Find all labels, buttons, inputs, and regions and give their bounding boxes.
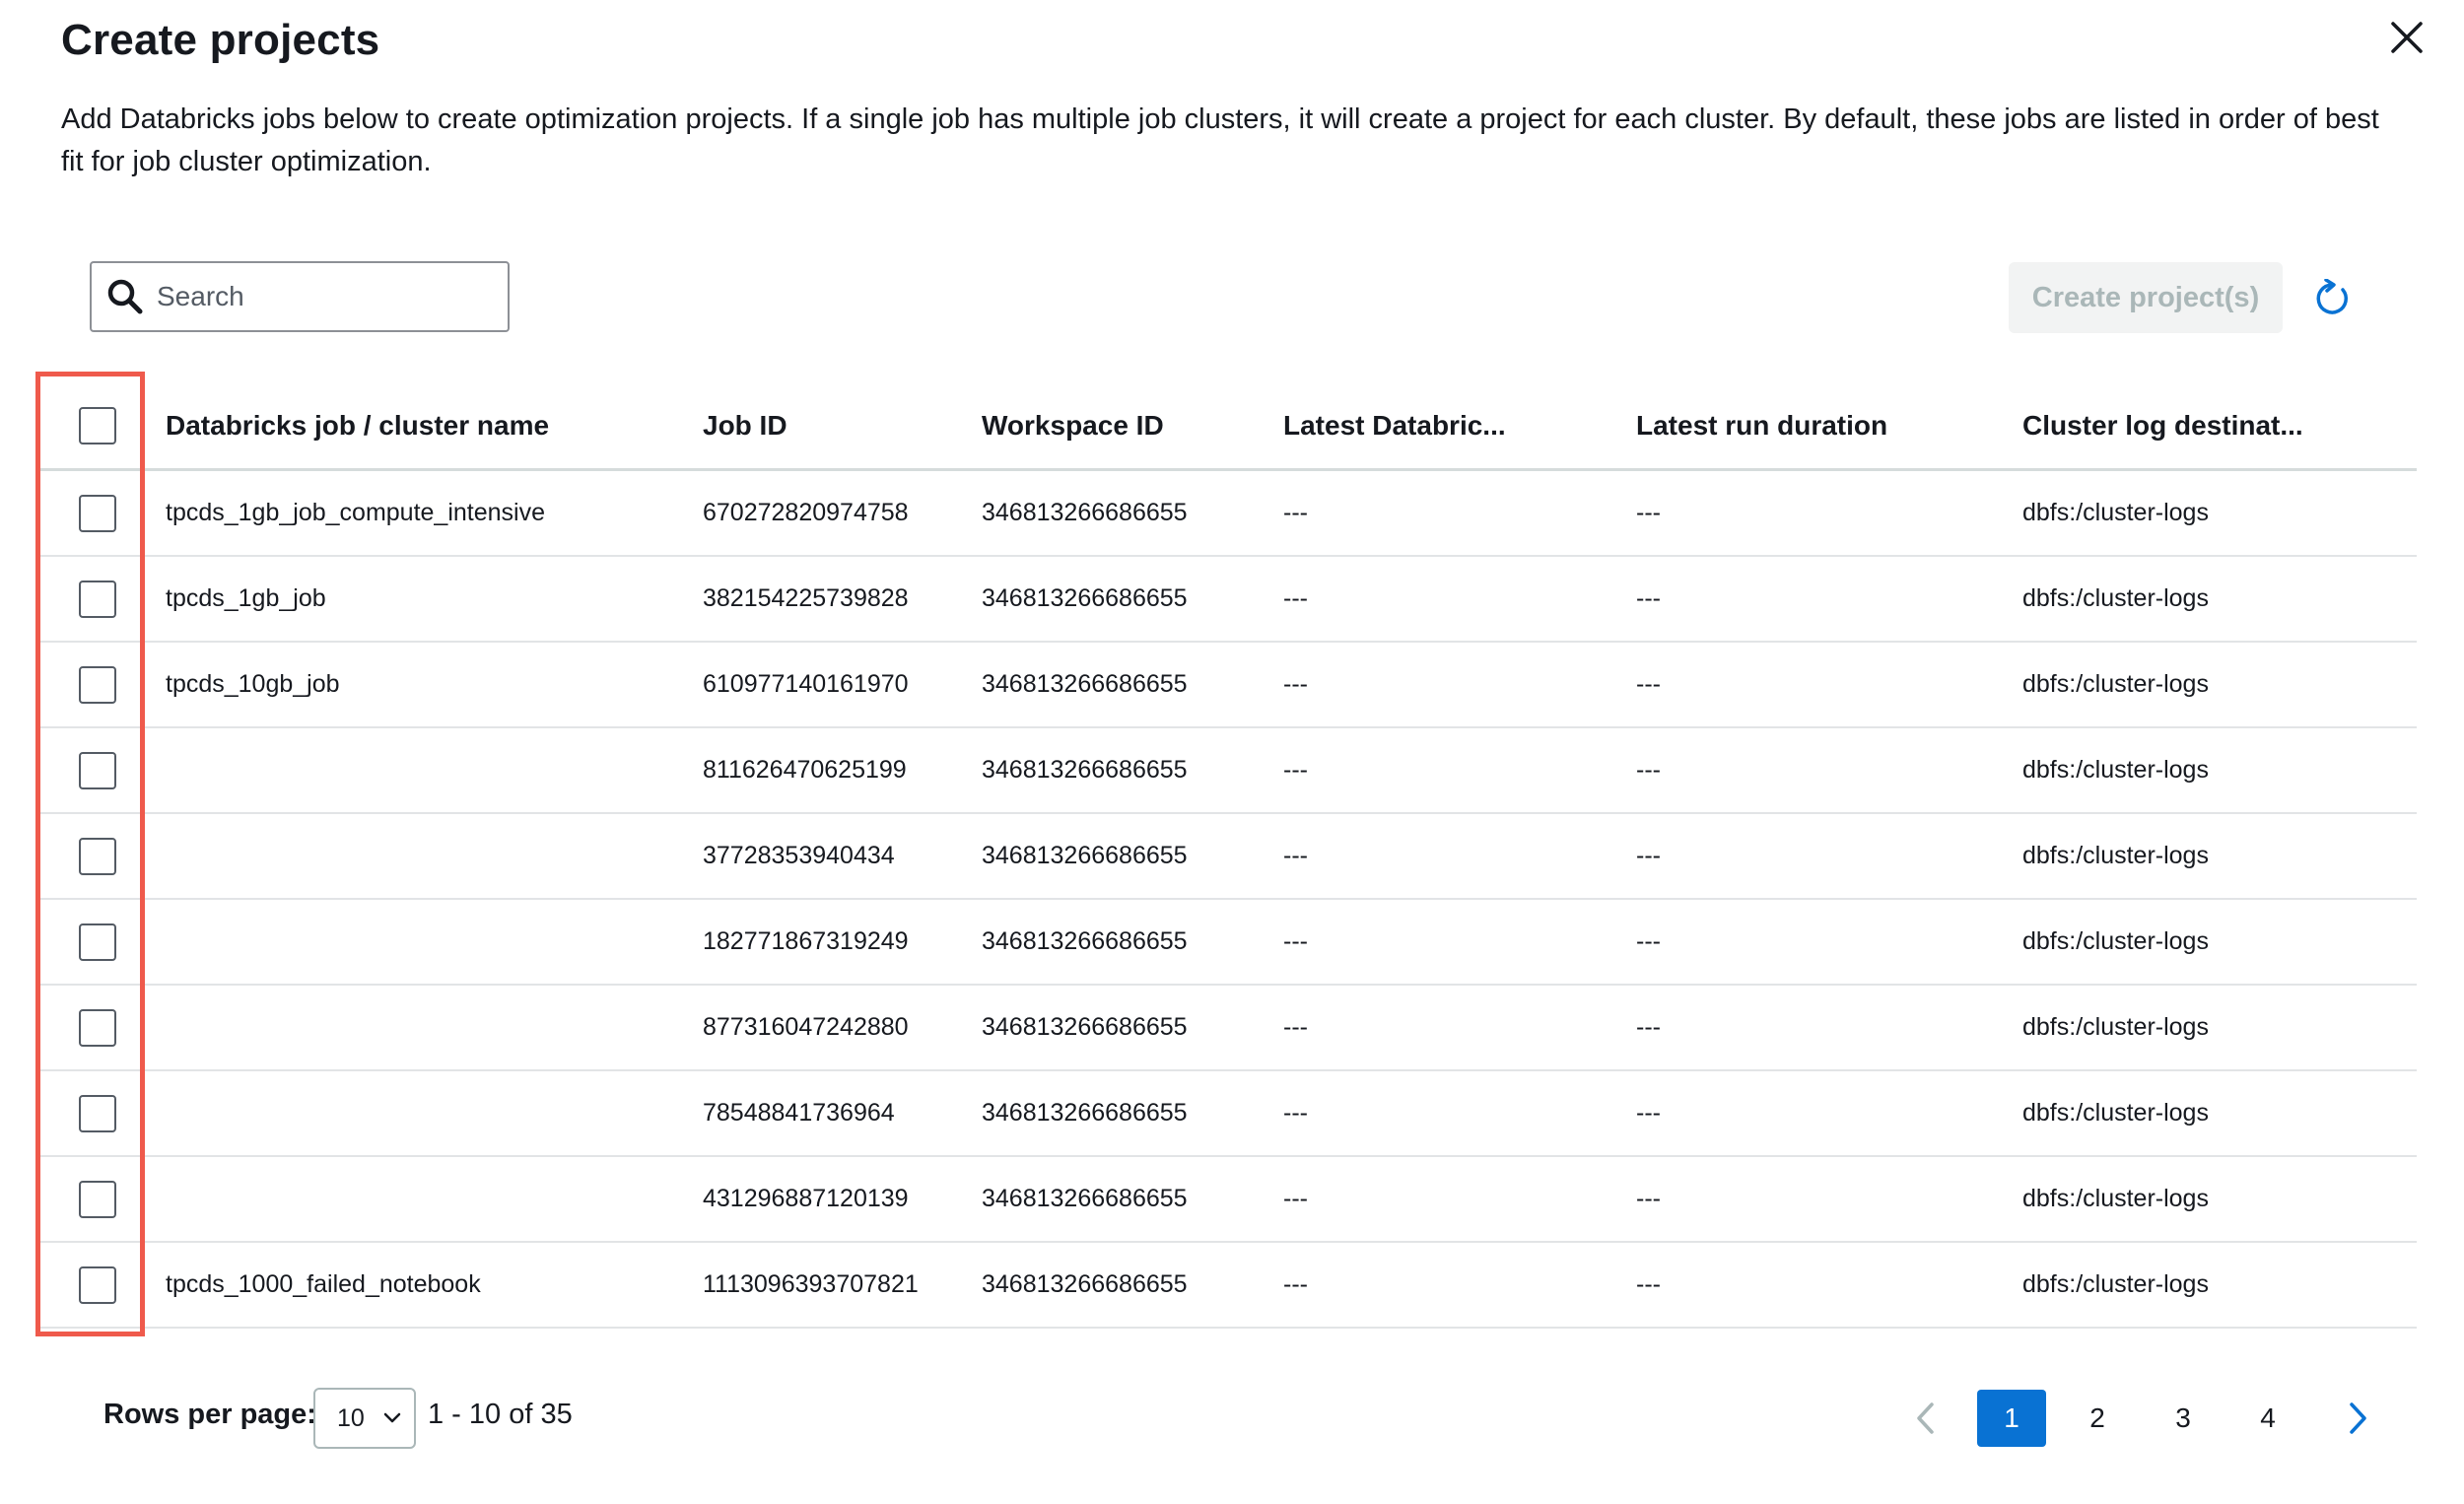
row-checkbox[interactable] bbox=[79, 495, 116, 532]
row-checkbox[interactable] bbox=[79, 1095, 116, 1132]
cluster-log-destination: dbfs:/cluster-logs bbox=[2022, 756, 2209, 784]
table-row bbox=[39, 814, 2417, 900]
job-id: 78548841736964 bbox=[703, 1099, 895, 1127]
latest-databricks: --- bbox=[1283, 1099, 1308, 1127]
column-header-latest-run-duration[interactable]: Latest run duration bbox=[1636, 409, 1888, 441]
table-row bbox=[39, 1071, 2417, 1157]
row-checkbox[interactable] bbox=[79, 1181, 116, 1218]
row-checkbox[interactable] bbox=[79, 1009, 116, 1047]
workspace-id: 346813266686655 bbox=[982, 670, 1188, 698]
cluster-log-destination: dbfs:/cluster-logs bbox=[2022, 1270, 2209, 1298]
job-id: 877316047242880 bbox=[703, 1013, 909, 1041]
dialog-description: Add Databricks jobs below to create optimization projects. If a single job has multiple job clusters, it will create a project for each cluster. By default, these jobs are listed in order of best fit for job cluster optimization. bbox=[61, 103, 2379, 177]
page-3-button[interactable]: 3 bbox=[2175, 1402, 2191, 1433]
dialog-title: Create projects bbox=[61, 16, 380, 64]
chevron-right-icon bbox=[2344, 1401, 2371, 1436]
cluster-log-destination: dbfs:/cluster-logs bbox=[2022, 1013, 2209, 1041]
jobs-table bbox=[39, 382, 2417, 1329]
workspace-id: 346813266686655 bbox=[982, 499, 1188, 526]
workspace-id: 346813266686655 bbox=[982, 1013, 1188, 1041]
rows-per-page-label: Rows per page: bbox=[103, 1399, 316, 1430]
job-id: 1113096393707821 bbox=[703, 1270, 919, 1298]
latest-databricks: --- bbox=[1283, 499, 1308, 526]
rows-per-page-select[interactable] bbox=[313, 1388, 416, 1449]
workspace-id: 346813266686655 bbox=[982, 756, 1188, 784]
refresh-icon[interactable] bbox=[2312, 279, 2352, 318]
latest-run-duration: --- bbox=[1636, 584, 1661, 612]
column-header-workspace-id[interactable]: Workspace ID bbox=[982, 409, 1164, 441]
table-row bbox=[39, 471, 2417, 557]
table-row bbox=[39, 643, 2417, 728]
latest-run-duration: --- bbox=[1636, 756, 1661, 784]
latest-databricks: --- bbox=[1283, 584, 1308, 612]
workspace-id: 346813266686655 bbox=[982, 842, 1188, 869]
select-all-checkbox[interactable] bbox=[79, 407, 116, 444]
search-icon bbox=[105, 277, 145, 316]
workspace-id: 346813266686655 bbox=[982, 927, 1188, 955]
latest-databricks: --- bbox=[1283, 670, 1308, 698]
chevron-down-icon bbox=[382, 1411, 402, 1425]
row-checkbox[interactable] bbox=[79, 752, 116, 789]
workspace-id: 346813266686655 bbox=[982, 1185, 1188, 1212]
row-checkbox[interactable] bbox=[79, 1266, 116, 1304]
table-row bbox=[39, 1157, 2417, 1243]
cluster-log-destination: dbfs:/cluster-logs bbox=[2022, 842, 2209, 869]
latest-run-duration: --- bbox=[1636, 1013, 1661, 1041]
job-id: 670272820974758 bbox=[703, 499, 909, 526]
job-id: 382154225739828 bbox=[703, 584, 909, 612]
latest-run-duration: --- bbox=[1636, 1270, 1661, 1298]
close-icon[interactable] bbox=[2389, 20, 2425, 55]
job-id: 182771867319249 bbox=[703, 927, 909, 955]
column-header-cluster-log-destination[interactable]: Cluster log destinat... bbox=[2022, 409, 2303, 441]
close-button[interactable] bbox=[2389, 20, 2425, 55]
job-id: 37728353940434 bbox=[703, 842, 895, 869]
page-2-button[interactable]: 2 bbox=[2089, 1402, 2105, 1433]
cluster-log-destination: dbfs:/cluster-logs bbox=[2022, 584, 2209, 612]
latest-run-duration: --- bbox=[1636, 670, 1661, 698]
workspace-id: 346813266686655 bbox=[982, 1099, 1188, 1127]
latest-run-duration: --- bbox=[1636, 1185, 1661, 1212]
cluster-log-destination: dbfs:/cluster-logs bbox=[2022, 1185, 2209, 1212]
next-page-button[interactable] bbox=[2344, 1401, 2371, 1436]
table-row bbox=[39, 986, 2417, 1071]
latest-databricks: --- bbox=[1283, 756, 1308, 784]
job-id: 610977140161970 bbox=[703, 670, 909, 698]
job-name: tpcds_10gb_job bbox=[166, 670, 340, 698]
refresh-button[interactable] bbox=[2312, 279, 2352, 318]
page-4-button[interactable]: 4 bbox=[2260, 1402, 2276, 1433]
job-id: 431296887120139 bbox=[703, 1185, 909, 1212]
job-name: tpcds_1gb_job bbox=[166, 584, 326, 612]
table-row bbox=[39, 557, 2417, 643]
table-row bbox=[39, 728, 2417, 814]
column-header-name[interactable]: Databricks job / cluster name bbox=[166, 409, 550, 441]
latest-run-duration: --- bbox=[1636, 927, 1661, 955]
row-checkbox[interactable] bbox=[79, 666, 116, 704]
latest-databricks: --- bbox=[1283, 1270, 1308, 1298]
rows-per-page-value: 10 bbox=[337, 1403, 365, 1432]
column-header-latest-databricks[interactable]: Latest Databric... bbox=[1283, 409, 1506, 441]
row-checkbox[interactable] bbox=[79, 838, 116, 875]
latest-databricks: --- bbox=[1283, 927, 1308, 955]
search-input[interactable] bbox=[155, 280, 474, 313]
job-id: 811626470625199 bbox=[703, 756, 907, 784]
table-header bbox=[39, 382, 2417, 471]
cluster-log-destination: dbfs:/cluster-logs bbox=[2022, 1099, 2209, 1127]
column-header-job-id[interactable]: Job ID bbox=[703, 409, 787, 441]
table-row bbox=[39, 1243, 2417, 1329]
create-projects-button[interactable]: Create project(s) bbox=[2009, 262, 2283, 333]
previous-page-button[interactable] bbox=[1912, 1401, 1940, 1436]
job-name: tpcds_1gb_job_compute_intensive bbox=[166, 499, 545, 526]
latest-databricks: --- bbox=[1283, 1013, 1308, 1041]
latest-databricks: --- bbox=[1283, 842, 1308, 869]
table-row bbox=[39, 900, 2417, 986]
page-1-button[interactable]: 1 bbox=[1977, 1390, 2046, 1447]
latest-databricks: --- bbox=[1283, 1185, 1308, 1212]
latest-run-duration: --- bbox=[1636, 842, 1661, 869]
cluster-log-destination: dbfs:/cluster-logs bbox=[2022, 499, 2209, 526]
row-checkbox[interactable] bbox=[79, 581, 116, 618]
pagination-range: 1 - 10 of 35 bbox=[428, 1399, 573, 1430]
workspace-id: 346813266686655 bbox=[982, 1270, 1188, 1298]
cluster-log-destination: dbfs:/cluster-logs bbox=[2022, 927, 2209, 955]
workspace-id: 346813266686655 bbox=[982, 584, 1188, 612]
chevron-left-icon bbox=[1912, 1401, 1940, 1436]
cluster-log-destination: dbfs:/cluster-logs bbox=[2022, 670, 2209, 698]
latest-run-duration: --- bbox=[1636, 499, 1661, 526]
latest-run-duration: --- bbox=[1636, 1099, 1661, 1127]
job-name: tpcds_1000_failed_notebook bbox=[166, 1270, 481, 1298]
row-checkbox[interactable] bbox=[79, 923, 116, 961]
search-box[interactable] bbox=[90, 261, 510, 332]
